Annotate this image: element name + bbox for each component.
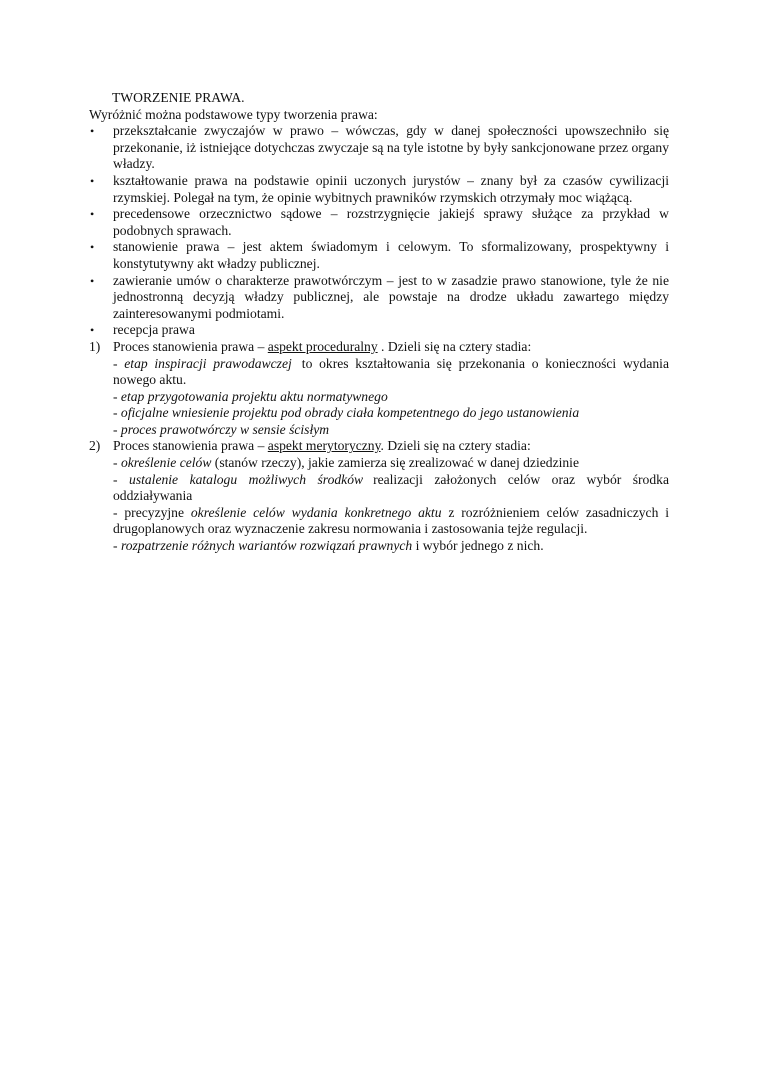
stage-text: i wybór jednego z nich.: [412, 538, 544, 554]
document-body: [89, 90, 669, 555]
stage-prefix: -: [113, 355, 125, 371]
list-item: [89, 239, 669, 272]
bullet-icon: •: [90, 173, 95, 188]
section-number: 2): [89, 438, 101, 454]
stage-text: realizacji założonych celów oraz wybór środka oddziaływania: [113, 471, 669, 504]
stage-text: (stanów rzeczy), jakie zamierza się zrealizować w danej dziedzinie: [211, 455, 579, 471]
section-tail: . Dzieli się na cztery stadia:: [380, 438, 531, 454]
aspect-term: aspekt merytoryczny: [267, 438, 381, 454]
stage-item: - etap przygotowania projektu aktu normatywnego: [113, 388, 388, 404]
list-item: [89, 173, 669, 206]
section-heading: [113, 438, 669, 455]
section-tail: . Dzieli się na cztery stadia:: [377, 338, 532, 354]
section-lead: Proces stanowienia prawa –: [113, 438, 268, 454]
list-item-text: recepcja prawa: [113, 322, 195, 338]
stage-item: - proces prawotwórczy w sensie ścisłym: [113, 421, 330, 437]
stage-prefix: - precyzyjne: [113, 504, 191, 520]
bullet-icon: •: [90, 240, 95, 255]
section-heading: [113, 339, 669, 356]
stage-text: z rozróżnieniem celów zasadniczych i drugoplanowych oraz wyznaczenie zakresu normowania i zastosowania tejże regulacji.: [113, 504, 670, 537]
intro-text: Wyróżnić można podstawowe typy tworzenia prawa:: [89, 106, 378, 122]
law-creation-types-list: [89, 123, 669, 339]
list-item: [89, 322, 669, 339]
section-number: 1): [89, 338, 101, 354]
bullet-icon: •: [90, 124, 95, 139]
stage-term: określenie celów: [120, 455, 212, 471]
stage-text: to okres kształtowania się przekonania o konieczności wydania nowego aktu.: [113, 355, 669, 388]
section-substantive: [89, 438, 669, 554]
stage-item: [113, 356, 669, 389]
list-item-text: kształtowanie prawa na podstawie opinii uczonych jurystów – znany był za czasów cywilizacji rzymskiej. Polegał na tym, że opinie wybitnych prawników rzymskich otrzymały moc wiążącą.: [113, 172, 669, 205]
stage-term: etap inspiracji prawodawczej: [124, 355, 292, 371]
document-title: TWORZENIE PRAWA.: [112, 90, 245, 105]
stage-term: rozpatrzenie różnych wariantów rozwiązań prawnych: [120, 538, 413, 554]
stage-item: - oficjalne wniesienie projektu pod obrady ciała kompetentnego do jego ustanowienia: [113, 405, 580, 421]
section-lead: Proces stanowienia prawa –: [113, 338, 268, 354]
aspect-term: aspekt proceduralny: [267, 338, 378, 354]
stage-prefix: -: [113, 538, 121, 554]
stage-term: określenie celów wydania konkretnego aktu: [190, 504, 442, 520]
stage-item: [113, 472, 669, 505]
bullet-icon: •: [90, 207, 95, 222]
process-sections-list: [89, 339, 669, 555]
stage-item: [113, 455, 669, 472]
bullet-icon: •: [90, 273, 95, 288]
list-item: [89, 206, 669, 239]
stage-prefix: -: [113, 471, 130, 487]
stage-item: [113, 505, 669, 538]
list-item-text: precedensowe orzecznictwo sądowe – rozstrzygnięcie jakiejś sprawy służące za przykład w podobnych sprawach.: [113, 206, 669, 238]
stage-prefix: -: [113, 455, 121, 471]
list-item: [89, 123, 669, 173]
stage-term: ustalenie katalogu możliwych środków: [129, 471, 364, 487]
list-item-text: przekształcanie zwyczajów w prawo – wówczas, gdy w danej społeczności upowszechniło się przekonanie, iż istniejące dotychczas zwyczaje są na tyle istotne by były sankcjonowane przez organy władzy.: [113, 123, 669, 172]
stage-item: [113, 538, 669, 555]
list-item-text: zawieranie umów o charakterze prawotwórczym – jest to w zasadzie prawo stanowione, tyle że nie jednostronną decyzją władzy publicznej, ale powstaje na drodze układu zawartego między zainteresowanymi podmiotami.: [113, 272, 669, 321]
list-item-text: stanowienie prawa – jest aktem świadomym i celowym. To sformalizowany, prospektywny i konstytutywny akt władzy publicznej.: [113, 239, 669, 271]
bullet-icon: •: [90, 323, 95, 338]
section-procedural: [89, 339, 669, 439]
list-item: [89, 273, 669, 323]
